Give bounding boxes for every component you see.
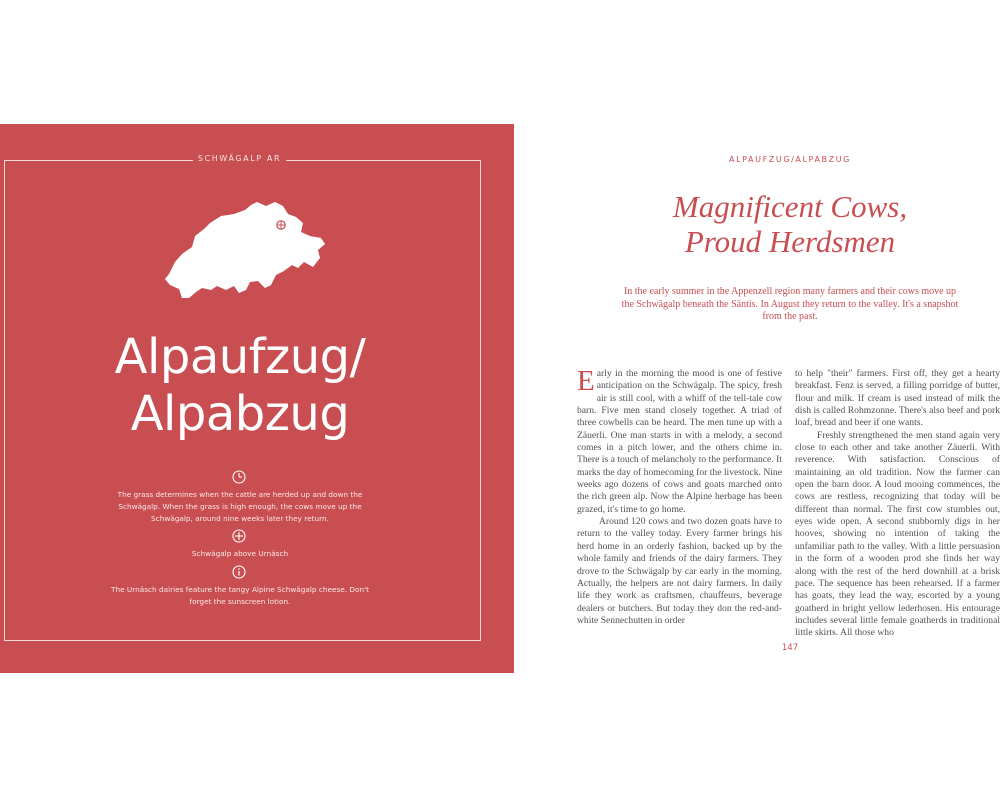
body-paragraph: [577, 365, 782, 516]
page-number: 147: [781, 643, 799, 653]
info-icon: [232, 565, 246, 579]
tip-info-text: The Urnäsch dairies feature the tangy Alpine Schwägalp cheese. Don't forget the sunscreen lotion.: [111, 585, 369, 606]
body-paragraph: Around 120 cows and two dozen goats have to return to the valley today. Every farmer brings his herd home in an orderly fashion, backed up by the whole family and friends of the dairy farmers. They drove to the Schwägalp by car early in the morning. Actually, the helpers are not dairy farmers. In daily life they work as craftsmen, chauffeurs, beverage dealers or butchers. But today they don the red-and-white Sennechutten in order: [577, 516, 782, 626]
article-deck: In the early summer in the Appenzell region many farmers and their cows move up the Schwägalp beneath the Säntis. In August they return to the valley. It's a snapshot from the past.: [621, 286, 959, 322]
location-info-text: Schwägalp above Urnäsch: [191, 549, 289, 558]
season-info-text: The grass determines when the cattle are herded up and down the Schwägalp. When the grass is high enough, the cows move up the Schwägalp, around nine weeks later they return.: [117, 490, 363, 523]
frame-rule-left: [4, 160, 193, 161]
section-label: ALPAUFZUG/ALPABZUG: [729, 155, 851, 164]
frame-rule-right: [286, 160, 480, 161]
body-paragraph: to help "their" farmers. First off, they get a hearty breakfast. Fenz is served, a filling porridge of butter, flour and milk. If cream is used instead of milk the dish is called Rohmzonne. There's also beef and pork loaf, bread and beer if one wants.: [795, 368, 1000, 429]
drop-cap: E: [577, 365, 595, 397]
location-crosshair-icon: [232, 529, 246, 543]
article-headline: Magnificent Cows, Proud Herdsmen: [672, 189, 908, 259]
paragraph-text: arly in the morning the mood is one of festive anticipation on the Schwägalp. The spicy, fresh air is still cool, with a whiff of the tell-tale cow barn. Five men stand closely together. A triad of three cowbells can be heard. The men tune up with a Zäuerli. One man starts in with a melody, a second comes in a pitch lower, and the others chime in. There is a touch of melancholy to the performance. It marks the day of homecoming for the livestock. Nine weeks ago dozens of cows and goats marched onto the rich green alp. Now the Alpine herbage has been grazed, it's time to go home.: [577, 368, 782, 515]
body-paragraph: Freshly strengthened the men stand again very close to each other and take another Zäuerli. With reverence. With satisfaction. Conscious of maintaining an old tradition. Now the farmer can open the barn door. A loud mooing commences, the cows are restless, recognizing that today will be different than normal. The first cow stumbles out, eyes wide open. A second stubbornly digs in her hooves, showing no intention of taking the unfamiliar path to the valley. With a little persuasion in the form of a wooden prod she finds her way along with the rest of the herd downhill at a brisk pace. The sequence has been rehearsed. If a farmer has goats, they lead the way, escorted by a young goatherd in bright yellow lederhosen. His entourage includes several little female goatherds in traditional little skirts. All those who: [795, 429, 1000, 639]
page-title: Alpaufzug/ Alpabzug: [114, 329, 366, 442]
location-header-label: SCHWÄGALP AR: [197, 154, 282, 163]
body-column-right: [795, 368, 1000, 640]
left-page-panel: [0, 124, 514, 673]
switzerland-map-icon: [155, 192, 327, 302]
clock-icon: [232, 470, 246, 484]
body-column-left: [577, 365, 782, 627]
